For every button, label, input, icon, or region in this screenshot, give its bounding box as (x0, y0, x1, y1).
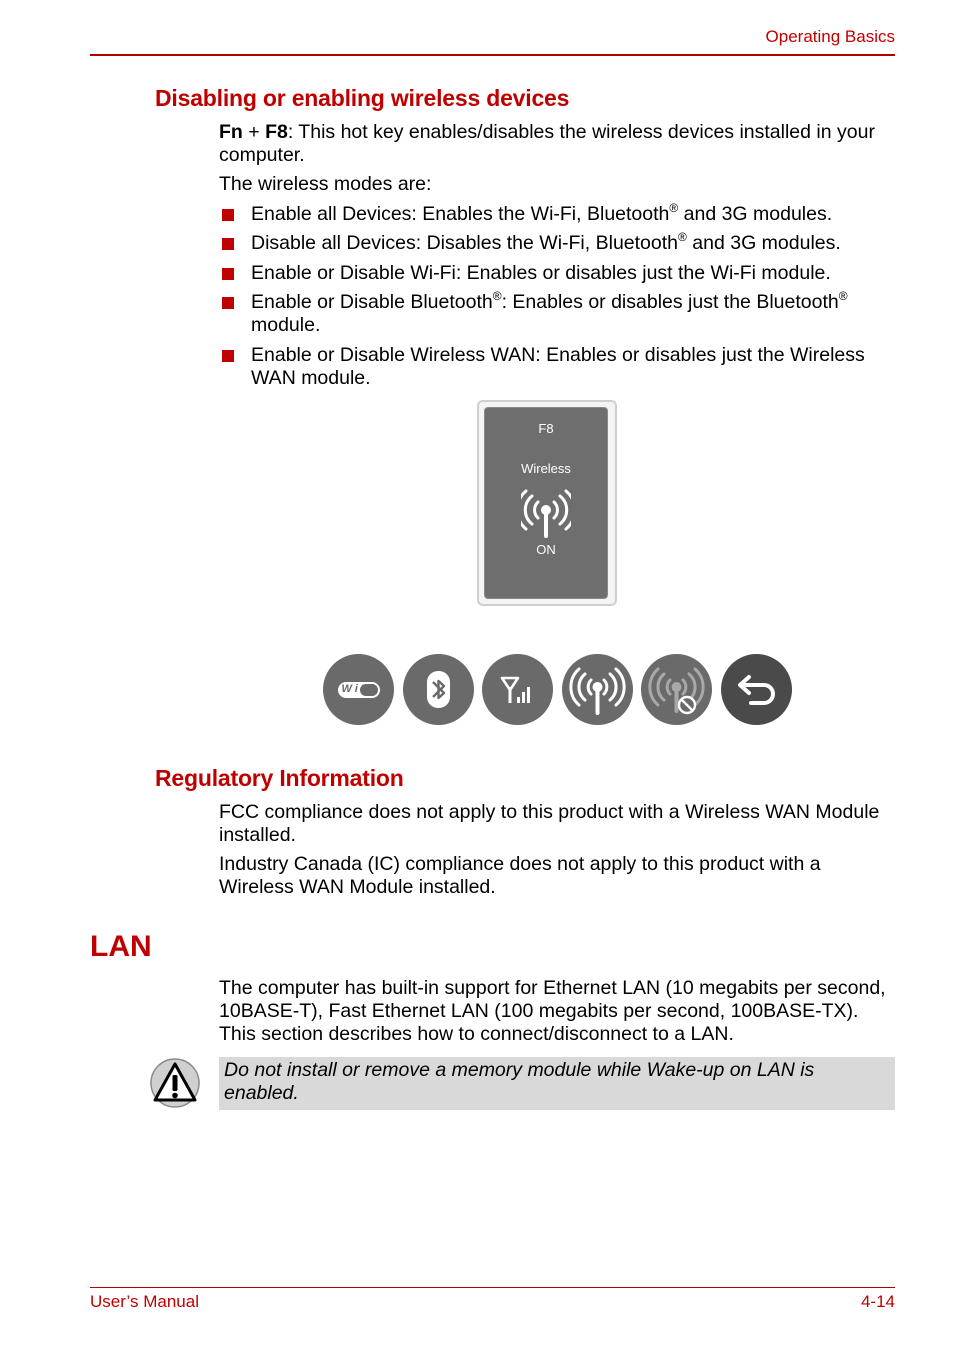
osd-title: Wireless (521, 461, 571, 476)
warning-icon (149, 1057, 201, 1109)
wifi-icon (323, 654, 394, 725)
lan-heading: LAN (90, 930, 152, 963)
f8-key: F8 (265, 121, 288, 143)
plus-sign: + (242, 121, 266, 143)
fn-key: Fn (219, 121, 243, 143)
section-heading-wireless: Disabling or enabling wireless devices (155, 85, 570, 111)
modes-intro: The wireless modes are: (219, 173, 432, 195)
bullet-square (222, 350, 234, 362)
wan-antenna-icon (482, 654, 553, 725)
return-icon (721, 654, 792, 725)
ic-paragraph: Industry Canada (IC) compliance does not apply to this product with a Wireless WAN Module installed. (219, 853, 821, 898)
bluetooth-icon (403, 654, 474, 725)
wireless-all-off-icon (641, 654, 712, 725)
page-number: 4-14 (860, 1292, 895, 1311)
wireless-antenna-icon (521, 488, 571, 540)
wireless-all-on-icon (562, 654, 633, 725)
osd-panel (484, 407, 608, 599)
bullet-square (222, 209, 234, 221)
warning-text: Do not install or remove a memory module while Wake-up on LAN is enabled. (224, 1059, 815, 1104)
hotkey-description: : This hot key enables/disables the wireless devices installed in your computer. (219, 121, 875, 166)
footer-rule (90, 1287, 895, 1288)
bullet-square (222, 297, 234, 309)
section-heading-regulatory: Regulatory Information (155, 765, 404, 791)
bullet-square (222, 238, 234, 250)
warning-note (219, 1057, 895, 1110)
hotkey-paragraph (219, 121, 899, 167)
osd-key-label: F8 (538, 421, 554, 436)
wireless-osd-card (477, 400, 617, 606)
footer-manual-title: User’s Manual (90, 1292, 199, 1311)
fcc-paragraph: FCC compliance does not apply to this product with a Wireless WAN Module installed. (219, 801, 880, 846)
wifi-icon-text: WiFi (341, 683, 377, 695)
lan-paragraph: The computer has built-in support for Ethernet LAN (10 megabits per second, 10BASE-T), Fast Ethernet LAN (100 megabits per second, 100BASE-TX). This section describes how to connect/disconnect to a LAN. (219, 977, 886, 1045)
osd-state: ON (536, 542, 556, 557)
bullet-square (222, 268, 234, 280)
header-rule (90, 54, 895, 56)
running-header: Operating Basics (765, 27, 895, 46)
